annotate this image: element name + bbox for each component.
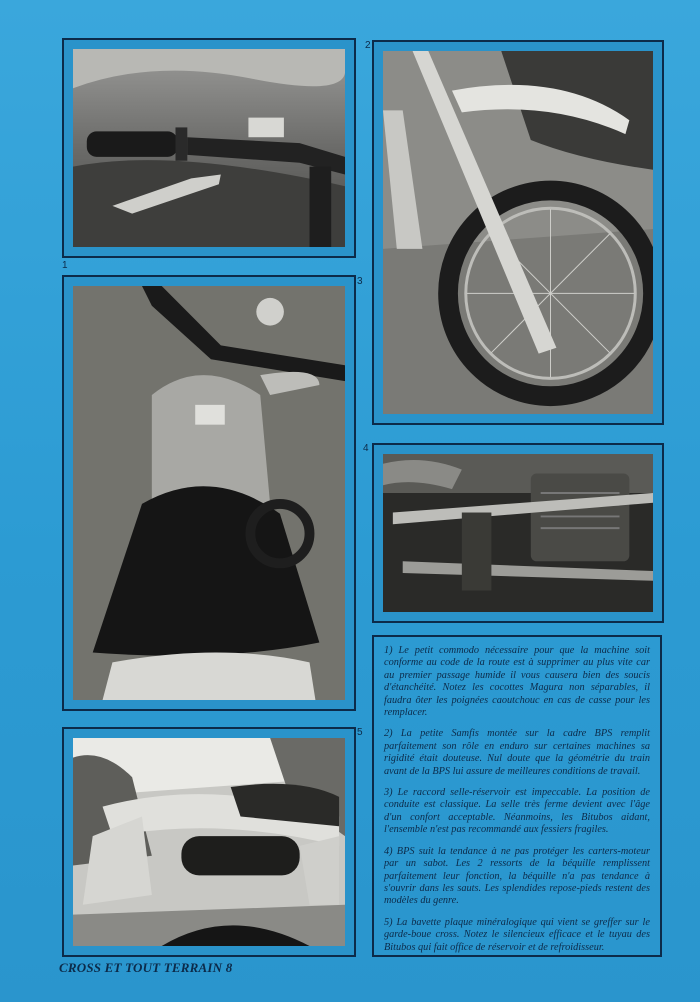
figure-1-number: 1: [62, 260, 68, 271]
caption-1: 1) Le petit commodo nécessaire pour que la machine soit conforme au code de la route est à supprimer au plus vite car au premier passage humide il vous causera bien des soucis d'étanchéité. Notez les cocottes Magura non séparables, il faudra ôter les poignées caoutchouc en cas de casse pour les remplacer.: [384, 645, 650, 719]
fuel-tank-seat-photo: [73, 286, 345, 700]
caption-4: 4) BPS suit la tendance à ne pas protéger les carters-moteur par un sabot. Les 2 ressorts de la béquille remplissent parfaitement leur fonction, la béquille n'a pas tendance à s'ouvrir dans les sauts. Les splendides repose-pieds restent des modèles du genre.: [384, 845, 650, 907]
figure-5-frame: [62, 727, 356, 957]
figure-3-number: 3: [357, 276, 363, 287]
caption-3: 3) Le raccord selle-réservoir est impeccable. La position de conduite est classique. La selle très ferme devient avec l'âge d'un confort acceptable. Néanmoins, les Bitubos aidant, l'ensemble n'est pas recommandé aux fessiers fragiles.: [384, 787, 650, 836]
handlebar-clutch-lever-photo: [73, 49, 345, 247]
figure-1-frame: [62, 38, 356, 258]
page-footer: CROSS ET TOUT TERRAIN 8: [59, 960, 233, 975]
caption-2: 2) La petite Samfis montée sur la cadre BPS remplit parfaitement son rôle en enduro sur certaines machines sa rigidité était douteuse. Nul doute que la géométrie du train avant de la BPS lui assure de meilleures conditions de travail.: [384, 728, 650, 777]
caption-5: 5) La bavette plaque minéralogique qui vient se greffer sur le garde-boue cross. Notez le silencieux efficace et le tuyau des Bitubos qui fait office de réservoir et de refroidisseur.: [384, 916, 650, 953]
figure-2-number: 2: [365, 40, 371, 51]
engine-frame-photo: [383, 454, 653, 612]
figure-3-frame: [62, 275, 356, 711]
captions-box: [372, 635, 662, 957]
front-fork-wheel-photo: [383, 51, 653, 414]
figure-4-number: 4: [363, 443, 369, 454]
rear-fender-silencer-photo: [73, 738, 345, 946]
figure-5-number: 5: [357, 727, 363, 738]
figure-4-frame: [372, 443, 664, 623]
figure-2-frame: [372, 40, 664, 425]
